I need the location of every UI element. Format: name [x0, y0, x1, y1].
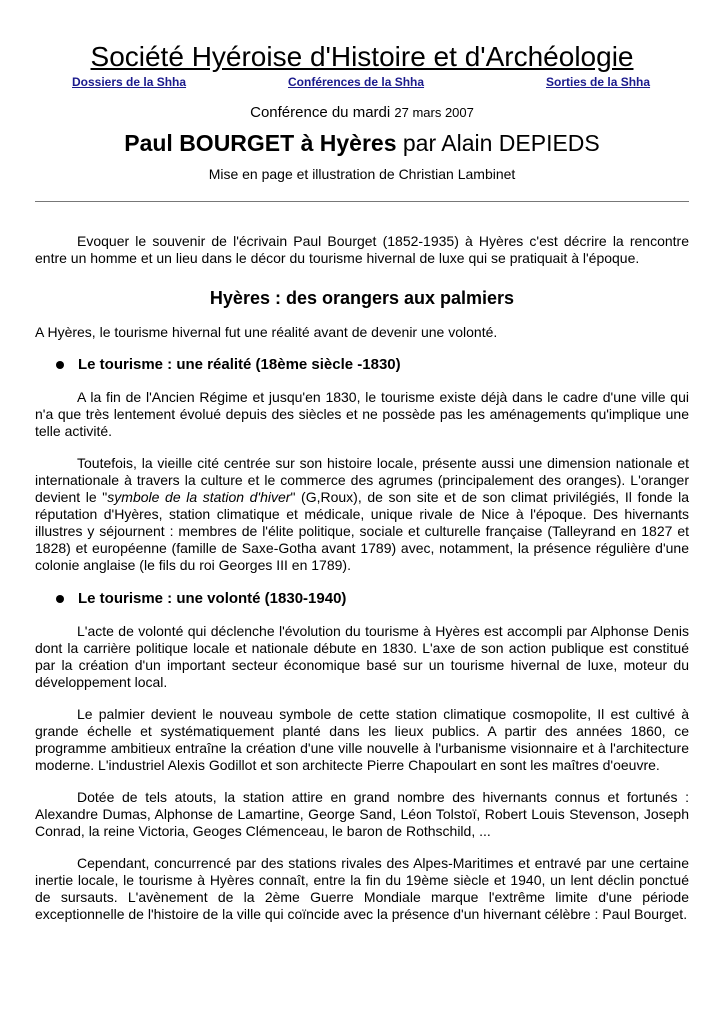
horizontal-divider	[35, 201, 689, 202]
part1-heading: Le tourisme : une réalité (18ème siècle -1830)	[35, 356, 689, 374]
part2-heading: Le tourisme : une volonté (1830-1940)	[35, 590, 689, 608]
section-title: Hyères : des orangers aux palmiers	[209, 288, 515, 308]
page-title	[0, 130, 724, 157]
part1-paragraph-1: A la fin de l'Ancien Régime et jusqu'en 1830, le tourisme existe déjà dans le cadre d'une ville qui n'a que très lentement évolué depuis des siècles et ne possède pas les aménagements qu'implique une telle activité.	[35, 389, 689, 439]
bullet-icon	[56, 361, 64, 369]
conference-prefix: Conférence du mardi	[250, 104, 391, 121]
link-dossiers[interactable]: Dossiers de la Shha	[72, 75, 187, 89]
article-body	[35, 233, 689, 923]
section-lead: A Hyères, le tourisme hivernal fut une réalité avant de devenir une volonté.	[35, 324, 498, 340]
part2-paragraph-1: L'acte de volonté qui déclenche l'évolution du tourisme à Hyères est accompli par Alphonse Denis dont la carrière politique locale et nationale débute en 1830. L'axe de son action publique est constitué par la création d'un important secteur économique basé sur un tourisme hivernal de luxe, moteur du développement local.	[35, 623, 689, 690]
part2-paragraph-4: Cependant, concurrencé par des stations rivales des Alpes-Maritimes et entravé par une certaine inertie locale, le tourisme à Hyères connaît, entre la fin du 19ème siècle et 1940, un lent déclin ponctué de sursauts. L'avènement de la 2ème Guerre Mondiale marque l'extrême limite d'une période exceptionnelle de l'histoire de la ville qui coïncide avec la présence d'un hivernant célèbre : Paul Bourget.	[35, 855, 689, 922]
link-conferences[interactable]: Conférences de la Shha	[288, 75, 425, 89]
part2-paragraph-2: Le palmier devient le nouveau symbole de cette station climatique cosmopolite, Il est cultivé à grande échelle et systématiquement planté dans les lieux publics. A partir des années 1860, ce programme ambitieux entraîne la création d'une ville nouvelle à l'urbanisme visionnaire et à l'architecture moderne. L'industriel Alexis Godillot et son architecte Pierre Chapoulart en sont les maîtres d'oeuvre.	[35, 706, 689, 773]
quote-italic: symbole de la station d'hiver	[107, 489, 291, 505]
part1-paragraph-2: Toutefois, la vieille cité centrée sur son histoire locale, présente aussi une dimension nationale et internationale à travers la culture et le commerce des agrumes (principalement des oranges). L'oranger devient le "symbole de la station d'hiver" (G,Roux), de son site et de son climat privilégiés, Il fonde la réputation d'Hyères, station climatique et médicale, unique rivale de Nice à l'époque. Des hivernants illustres y séjournent : membres de l'élite politique, sociale et culturelle française (Talleyrand en 1827 et 1828) et européenne (famille de Saxe-Gotha avant 1789) avec, notamment, la présence régulière d'une colonie anglaise (le fils du roi Georges III en 1789).	[35, 455, 690, 573]
conference-date: 27 mars 2007	[394, 105, 474, 120]
title-subject: Paul BOURGET à Hyères	[124, 130, 397, 156]
link-sorties[interactable]: Sorties de la Shha	[546, 75, 651, 89]
title-author: par Alain DEPIEDS	[402, 130, 600, 156]
conference-date-line	[0, 104, 724, 121]
site-title: Société Hyéroise d'Histoire et d'Archéologie	[90, 41, 634, 72]
layout-credit: Mise en page et illustration de Christian Lambinet	[208, 166, 516, 182]
bullet-icon	[56, 595, 64, 603]
nav-links	[0, 75, 724, 91]
part2-paragraph-3: Dotée de tels atouts, la station attire en grand nombre des hivernants connus et fortunés : Alexandre Dumas, Alphonse de Lamartine, George Sand, Léon Tolstoï, Robert Louis Stevenson, Joseph Conrad, la reine Victoria, Geoges Clémenceau, le baron de Rothschild, ...	[35, 789, 689, 839]
intro-paragraph: Evoquer le souvenir de l'écrivain Paul Bourget (1852-1935) à Hyères c'est décrire la rencontre entre un homme et un lieu dans le décor du tourisme hivernal de luxe qui se pratiquait à l'époque.	[35, 233, 689, 266]
